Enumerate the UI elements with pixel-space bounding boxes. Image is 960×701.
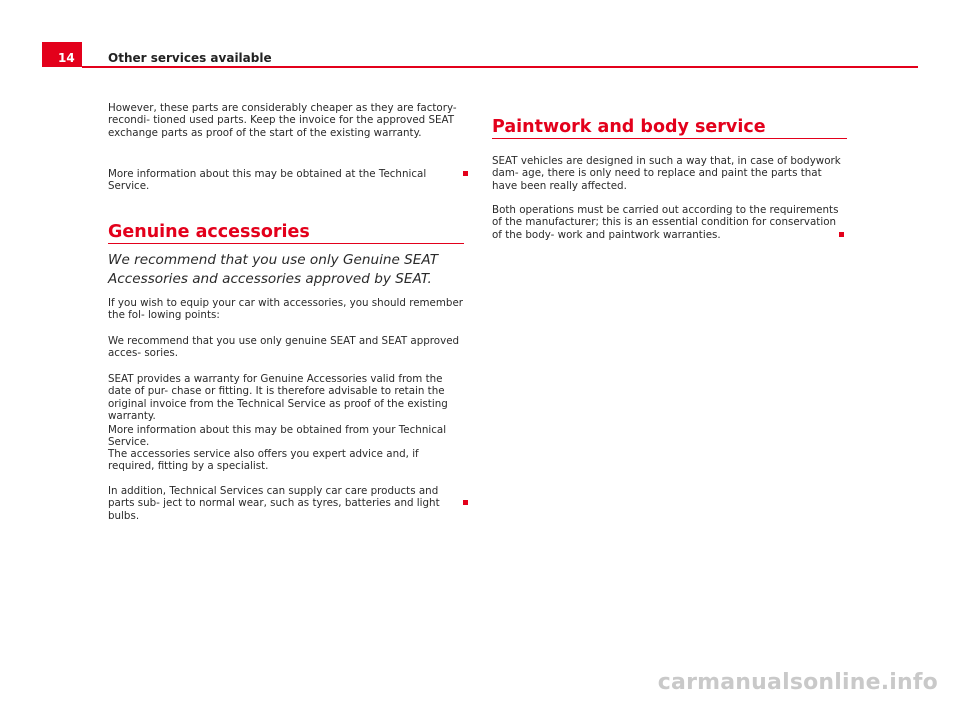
paragraph: We recommend that you use only genuine SEAT and SEAT approved acces- sories.: [108, 335, 460, 360]
paragraph: More information about this may be obtained from your Technical Service.: [108, 424, 447, 449]
section-lead: We recommend that you use only Genuine SEAT Accessories and accessories approved by SEAT.: [108, 252, 438, 287]
paragraph: SEAT provides a warranty for Genuine Accessories valid from the date of pur- chase or fitting. It is therefore advisable to retain the original invoice from the Technical Service as proof of the existing warranty.: [108, 373, 448, 422]
page-number-badge: [42, 42, 82, 67]
end-of-section-mark: [463, 500, 468, 505]
intro-paragraph: However, these parts are considerably cheaper as they are factory-recondi- tioned used parts. Keep the invoice for the approved SEAT exchange parts as proof of the start of the existing warranty.: [108, 102, 457, 139]
paragraph: In addition, Technical Services can supply car care products and parts sub- ject to normal wear, such as tyres, batteries and light bulbs.: [108, 485, 440, 522]
watermark: carmanualsonline.info: [657, 670, 938, 695]
header-divider: [82, 66, 918, 68]
paragraph: SEAT vehicles are designed in such a way that, in case of bodywork dam- age, there is only need to replace and paint the parts that have been really affected.: [492, 155, 841, 192]
paragraph: If you wish to equip your car with accessories, you should remember the fol- lowing points:: [108, 297, 464, 322]
page-number: 14: [58, 51, 75, 65]
section-title-paintwork: Paintwork and body service: [492, 117, 766, 137]
section-divider: [492, 138, 847, 139]
info-paragraph: More information about this may be obtained at the Technical Service.: [108, 168, 427, 193]
paragraph: The accessories service also offers you expert advice and, if required, fitting by a specialist.: [108, 448, 419, 473]
page-header-title: Other services available: [108, 51, 272, 65]
end-of-section-mark: [463, 171, 468, 176]
section-title-genuine-accessories: Genuine accessories: [108, 222, 310, 242]
paragraph: Both operations must be carried out according to the requirements of the manufacturer; this is an essential condition for conservation of the body- work and paintwork warranties.: [492, 204, 839, 241]
section-divider: [108, 243, 464, 244]
end-of-section-mark: [839, 232, 844, 237]
